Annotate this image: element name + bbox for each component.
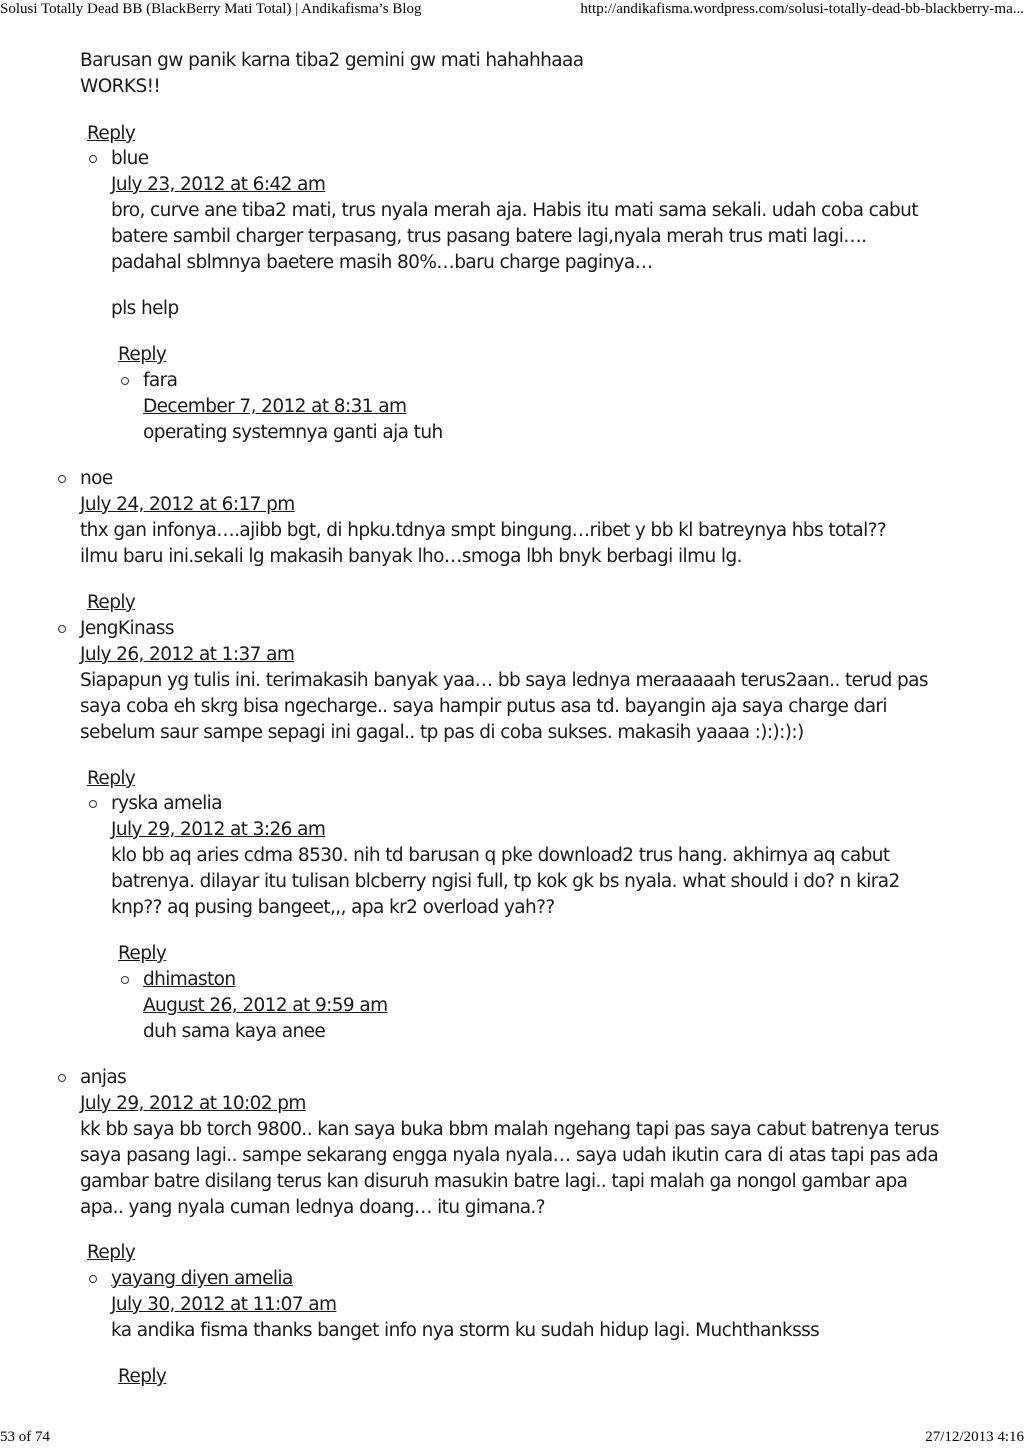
reply-link[interactable]: Reply (87, 592, 136, 613)
comment-body (80, 1117, 939, 1221)
comment-author: ryska amelia (111, 793, 222, 814)
print-footer (0, 1429, 1024, 1449)
comment-bullet-icon (89, 155, 97, 163)
comment-body (80, 518, 886, 570)
comment-bullet-icon (89, 800, 97, 808)
comment-bullet-icon (121, 377, 129, 385)
reply-link[interactable]: Reply (118, 1366, 167, 1387)
comment-bullet-icon (58, 1074, 66, 1082)
comment-body (80, 668, 928, 746)
comment-date-link[interactable]: August 26, 2012 at 9:59 am (143, 995, 388, 1016)
page-counter: 53 of 74 (0, 1429, 50, 1445)
comment-line: ka andika fisma thanks banget info nya storm ku sudah hidup lagi. Muchthanksss (111, 1320, 820, 1341)
comment-body (80, 48, 584, 100)
comment-line: batere sambil charger terpasang, trus pasang batere lagi,nyala merah trus mati lagi…. (111, 226, 867, 247)
comment-author: noe (80, 468, 113, 489)
reply-link[interactable]: Reply (118, 344, 167, 365)
reply-link[interactable]: Reply (118, 943, 167, 964)
comment-line: saya pasang lagi.. sampe sekarang engga nyala nyala… saya udah ikutin cara di atas tapi pas ada (80, 1145, 939, 1166)
comment-line: ilmu baru ini.sekali lg makasih banyak lho…smoga lbh bnyk berbagi ilmu lg. (80, 546, 742, 567)
comment-body (111, 843, 900, 921)
comment-author-link[interactable]: yayang diyen amelia (111, 1268, 293, 1289)
comment-line: Barusan gw panik karna tiba2 gemini gw mati hahahhaaa (80, 50, 584, 71)
comment-author: JengKinass (80, 618, 174, 639)
comment-line: pls help (111, 298, 179, 319)
comment-line: bro, curve ane tiba2 mati, trus nyala merah aja. Habis itu mati sama sekali. udah coba cabut (111, 200, 918, 221)
reply-link[interactable]: Reply (87, 768, 136, 789)
comment-line: kk bb saya bb torch 9800.. kan saya buka bbm malah ngehang tapi pas saya cabut batrenya terus (80, 1119, 939, 1140)
comment-author: anjas (80, 1067, 127, 1088)
comment-line: knp?? aq pusing bangeet,,, apa kr2 overload yah?? (111, 897, 555, 918)
comment-bullet-icon (89, 1275, 97, 1283)
comment-line: WORKS!! (80, 76, 161, 97)
comment-bullet-icon (121, 976, 129, 984)
comment-bullet-icon (58, 625, 66, 633)
page-title: Solusi Totally Dead BB (BlackBerry Mati Total) | Andikafisma’s Blog (0, 1, 422, 17)
comment-author: blue (111, 148, 149, 169)
comment-author-link[interactable]: dhimaston (143, 969, 236, 990)
comment-line: batrenya. dilayar itu tulisan blcberry ngisi full, tp kok gk bs nyala. what should i do? n kira2 (111, 871, 900, 892)
comment-date-link[interactable]: July 23, 2012 at 6:42 am (111, 174, 326, 195)
comment-date-link[interactable]: July 24, 2012 at 6:17 pm (80, 494, 295, 515)
reply-link[interactable]: Reply (87, 123, 136, 144)
comment-date-link[interactable]: December 7, 2012 at 8:31 am (143, 396, 407, 417)
comment-line: apa.. yang nyala cuman lednya doang… itu gimana.? (80, 1197, 545, 1218)
comment-line: duh sama kaya anee (143, 1021, 326, 1042)
reply-link[interactable]: Reply (87, 1242, 136, 1263)
comment-line: thx gan infonya….ajibb bgt, di hpku.tdnya smpt bingung…ribet y bb kl batreynya hbs total?? (80, 520, 887, 541)
page-url: http://andikafisma.wordpress.com/solusi-totally-dead-bb-blackberry-ma... (580, 1, 1024, 17)
print-header (0, 1, 1024, 23)
comment-line: gambar batre disilang terus kan disuruh masukin batre lagi.. tapi malah ga nongol gambar apa (80, 1171, 908, 1192)
comment-line: operating systemnya ganti aja tuh (143, 422, 443, 443)
comment-body (111, 198, 918, 276)
comment-date-link[interactable]: July 26, 2012 at 1:37 am (80, 644, 295, 665)
comment-bullet-icon (58, 475, 66, 483)
comment-line: Siapapun yg tulis ini. terimakasih banyak yaa… bb saya lednya meraaaaah terus2aan.. terud pas (80, 670, 928, 691)
comment-date-link[interactable]: July 29, 2012 at 10:02 pm (80, 1093, 306, 1114)
comment-line: padahal sblmnya baetere masih 80%…baru charge paginya… (111, 252, 653, 273)
comment-author: fara (143, 370, 178, 391)
comment-line: sebelum saur sampe sepagi ini gagal.. tp pas di coba sukses. makasih yaaaa :):):):) (80, 722, 804, 743)
comment-date-link[interactable]: July 29, 2012 at 3:26 am (111, 819, 326, 840)
comment-line: klo bb aq aries cdma 8530. nih td barusan q pke download2 trus hang. akhirnya aq cabut (111, 845, 890, 866)
print-datetime: 27/12/2013 4:16 (925, 1429, 1024, 1445)
comment-line: saya coba eh skrg bisa ngecharge.. saya hampir putus asa td. bayangin aja saya charge dari (80, 696, 887, 717)
comment-date-link[interactable]: July 30, 2012 at 11:07 am (111, 1294, 337, 1315)
